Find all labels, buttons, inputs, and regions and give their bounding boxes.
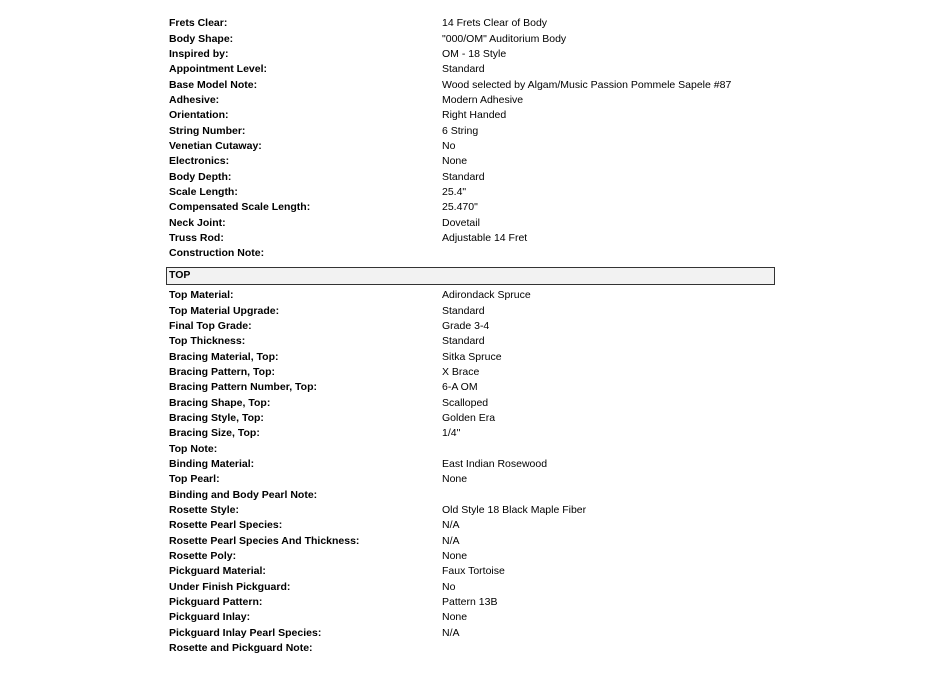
top-spec-list: [167, 288, 773, 656]
spec-value: N/A: [442, 534, 460, 547]
spec-row-neck-joint: [167, 215, 773, 230]
spec-label: Inspired by:: [169, 47, 229, 60]
spec-value: None: [442, 611, 468, 624]
spec-row-top-thickness: [167, 334, 773, 349]
spec-value: Standard: [442, 170, 485, 183]
spec-label: Binding and Body Pearl Note:: [169, 488, 318, 501]
spec-value: East Indian Rosewood: [442, 457, 548, 470]
spec-row-rosette-style: [167, 503, 773, 518]
spec-label: Bracing Pattern, Top:: [169, 365, 275, 378]
spec-label: Rosette Style:: [169, 503, 240, 516]
spec-label: Body Shape:: [169, 32, 234, 45]
spec-row-bracing-shape-top: [167, 395, 773, 410]
spec-row-top-note: [167, 441, 773, 456]
spec-value: Golden Era: [442, 411, 496, 424]
spec-label: Orientation:: [169, 109, 229, 122]
spec-row-final-top-grade: [167, 319, 773, 334]
spec-row-binding-body-pearl-note: [167, 487, 773, 502]
spec-value: No: [442, 139, 456, 152]
spec-row-pickguard-inlay-pearl-species: [167, 626, 773, 641]
spec-label: Bracing Size, Top:: [169, 427, 260, 440]
spec-value: Modern Adhesive: [442, 93, 524, 106]
spec-value: 6 String: [442, 124, 479, 137]
spec-row-rosette-poly: [167, 549, 773, 564]
spec-row-bracing-material-top: [167, 349, 773, 364]
spec-row-frets-clear: [167, 16, 773, 31]
spec-value: No: [442, 580, 456, 593]
spec-row-string-number: [167, 123, 773, 138]
spec-label: Compensated Scale Length:: [169, 201, 311, 214]
spec-value: X Brace: [442, 365, 480, 378]
spec-label: Scale Length:: [169, 185, 238, 198]
spec-value: Faux Tortoise: [442, 565, 505, 578]
spec-label: Binding Material:: [169, 457, 255, 470]
spec-row-body-depth: [167, 169, 773, 184]
spec-label: Under Finish Pickguard:: [169, 580, 291, 593]
spec-row-pickguard-pattern: [167, 595, 773, 610]
spec-row-compensated-scale-length: [167, 200, 773, 215]
spec-label: Neck Joint:: [169, 216, 226, 229]
spec-label: Adhesive:: [169, 93, 220, 106]
spec-value: None: [442, 473, 468, 486]
section-header-top: TOP: [166, 267, 775, 285]
spec-label: Body Depth:: [169, 170, 232, 183]
spec-row-top-pearl: [167, 472, 773, 487]
spec-row-scale-length: [167, 185, 773, 200]
spec-label: Pickguard Pattern:: [169, 596, 263, 609]
spec-label: Top Material:: [169, 289, 234, 302]
spec-row-bracing-pattern-number-top: [167, 380, 773, 395]
spec-row-top-material: [167, 288, 773, 303]
spec-value: N/A: [442, 519, 460, 532]
spec-row-venetian-cutaway: [167, 139, 773, 154]
spec-value: 14 Frets Clear of Body: [442, 17, 548, 30]
spec-row-rosette-pearl-species-thickness: [167, 534, 773, 549]
spec-label: Construction Note:: [169, 247, 265, 260]
spec-label: Bracing Material, Top:: [169, 350, 279, 363]
spec-row-binding-material: [167, 457, 773, 472]
spec-row-pickguard-material: [167, 564, 773, 579]
spec-row-base-model-note: [167, 77, 773, 92]
spec-label: Top Thickness:: [169, 335, 246, 348]
spec-label: Final Top Grade:: [169, 319, 252, 332]
spec-value: Standard: [442, 304, 485, 317]
spec-value: Standard: [442, 63, 485, 76]
spec-value: None: [442, 155, 468, 168]
spec-label: Truss Rod:: [169, 231, 224, 244]
spec-label: Pickguard Inlay Pearl Species:: [169, 626, 322, 639]
spec-row-bracing-pattern-top: [167, 365, 773, 380]
spec-value: OM - 18 Style: [442, 47, 507, 60]
spec-row-rosette-pearl-species: [167, 518, 773, 533]
spec-row-bracing-style-top: [167, 411, 773, 426]
spec-row-orientation: [167, 108, 773, 123]
spec-row-construction-note: [167, 246, 773, 261]
spec-value: 1/4": [442, 427, 461, 440]
spec-value: Adjustable 14 Fret: [442, 231, 528, 244]
spec-row-top-material-upgrade: [167, 303, 773, 318]
spec-value: Adirondack Spruce: [442, 289, 531, 302]
spec-row-truss-rod: [167, 231, 773, 246]
spec-value: 6-A OM: [442, 381, 478, 394]
spec-label: Pickguard Material:: [169, 565, 266, 578]
spec-label: Top Material Upgrade:: [169, 304, 280, 317]
spec-label: Base Model Note:: [169, 78, 258, 91]
spec-row-bracing-size-top: [167, 426, 773, 441]
spec-value: Pattern 13B: [442, 596, 498, 609]
spec-value: Old Style 18 Black Maple Fiber: [442, 503, 587, 516]
spec-value: Scalloped: [442, 396, 489, 409]
spec-label: Rosette and Pickguard Note:: [169, 642, 313, 655]
spec-row-rosette-pickguard-note: [167, 641, 773, 656]
spec-label: Venetian Cutaway:: [169, 139, 262, 152]
spec-label: Rosette Pearl Species:: [169, 519, 283, 532]
spec-row-body-shape: [167, 31, 773, 46]
spec-row-pickguard-inlay: [167, 610, 773, 625]
spec-label: Top Note:: [169, 442, 218, 455]
spec-label: Appointment Level:: [169, 63, 268, 76]
spec-value: 25.470": [442, 201, 478, 214]
spec-value: None: [442, 550, 468, 563]
spec-label: Frets Clear:: [169, 17, 228, 30]
spec-row-electronics: [167, 154, 773, 169]
spec-label: Rosette Pearl Species And Thickness:: [169, 534, 360, 547]
spec-label: Pickguard Inlay:: [169, 611, 251, 624]
spec-value: Right Handed: [442, 109, 507, 122]
spec-label: Bracing Style, Top:: [169, 411, 264, 424]
spec-label: Electronics:: [169, 155, 230, 168]
spec-value: Sitka Spruce: [442, 350, 502, 363]
spec-label: String Number:: [169, 124, 246, 137]
spec-row-appointment-level: [167, 62, 773, 77]
spec-value: Dovetail: [442, 216, 480, 229]
spec-label: Rosette Poly:: [169, 550, 237, 563]
spec-value: N/A: [442, 626, 460, 639]
spec-label: Bracing Pattern Number, Top:: [169, 381, 317, 394]
spec-row-inspired-by: [167, 47, 773, 62]
spec-row-adhesive: [167, 93, 773, 108]
spec-label: Bracing Shape, Top:: [169, 396, 271, 409]
spec-value: Standard: [442, 335, 485, 348]
spec-label: Top Pearl:: [169, 473, 220, 486]
construction-spec-list: [167, 16, 773, 262]
spec-value: 25.4": [442, 185, 467, 198]
spec-value: Grade 3-4: [442, 319, 490, 332]
spec-value: Wood selected by Algam/Music Passion Pommele Sapele #87: [442, 78, 732, 91]
spec-row-under-finish-pickguard: [167, 580, 773, 595]
spec-value: "000/OM" Auditorium Body: [442, 32, 567, 45]
